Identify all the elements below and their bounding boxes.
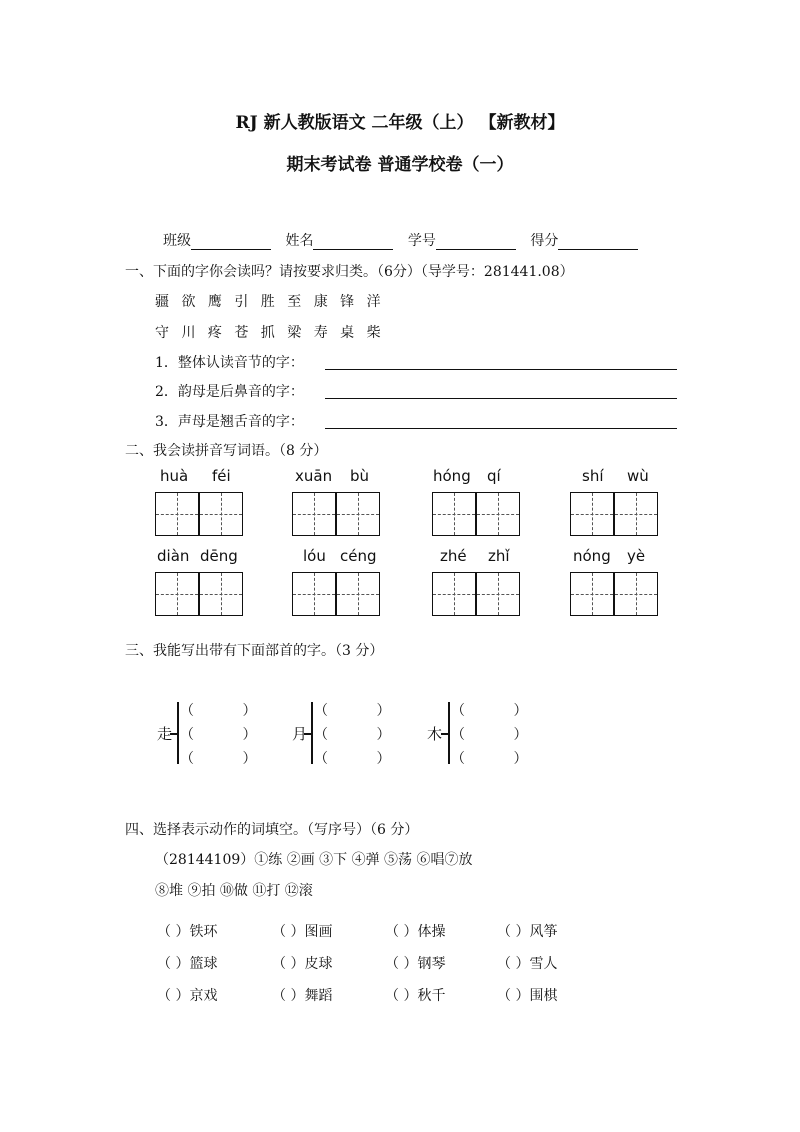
q1-item-1: 1．整体认读音节的字： — [155, 355, 304, 371]
class-label: 班级 — [163, 233, 191, 249]
q1-item-2: 2．韵母是后鼻音的字： — [155, 384, 304, 400]
score-field[interactable] — [558, 233, 638, 250]
page-subtitle: 期末考试卷 普通学校卷（一） — [286, 155, 514, 175]
number-label: 学号 — [407, 233, 436, 249]
q1-chars-row2: 守 川 疼 苍 抓 梁 寿 桌 柴 — [155, 325, 381, 341]
blank[interactable]: （ ） — [272, 988, 305, 1004]
q4-options-line2: ⑧堆 ⑨拍 ⑩做 ⑪打 ⑫滚 — [155, 883, 313, 899]
q1-answer-line-1[interactable] — [325, 369, 677, 370]
pinyin: céng — [340, 547, 377, 565]
blank[interactable]: （ ） — [272, 956, 305, 972]
q4-options-line1: （28144109）①练 ②画 ③下 ④弹 ⑤荡 ⑥唱⑦放 — [155, 852, 473, 868]
blank[interactable]: （ ） — [157, 988, 190, 1004]
fill-item: （ ）钢琴 — [385, 956, 446, 972]
tian-grid-box[interactable] — [155, 492, 199, 536]
fill-item: （ ）皮球 — [272, 956, 333, 972]
blank[interactable]: （ ） — [272, 924, 305, 940]
pinyin: zhé — [440, 547, 467, 565]
pinyin: zhǐ — [488, 547, 510, 565]
score-label: 得分 — [530, 233, 559, 249]
pinyin: qí — [487, 467, 501, 485]
fill-item: （ ）雪人 — [497, 956, 558, 972]
number-field[interactable] — [436, 233, 516, 250]
fill-item: （ ）图画 — [272, 924, 333, 940]
radical-label: 木 — [427, 725, 443, 743]
fill-item: （ ）风筝 — [497, 924, 558, 940]
fill-item: （ ）体操 — [385, 924, 446, 940]
fill-item: （ ）舞蹈 — [272, 988, 333, 1004]
answer-paren[interactable]: （ ） — [314, 727, 413, 743]
answer-paren[interactable]: （ ） — [180, 751, 279, 767]
answer-paren[interactable]: （ ） — [451, 751, 550, 767]
radical-label: 走 — [157, 725, 173, 743]
tian-grid-box[interactable] — [292, 572, 336, 616]
blank[interactable]: （ ） — [497, 956, 530, 972]
fill-item: （ ）篮球 — [157, 956, 218, 972]
radical-label: 月 — [292, 725, 308, 743]
answer-paren[interactable]: （ ） — [180, 703, 279, 719]
fill-item: （ ）围棋 — [497, 988, 558, 1004]
pinyin: lóu — [303, 547, 326, 565]
tian-grid-box[interactable] — [336, 492, 380, 536]
pinyin: diàn — [157, 547, 190, 565]
blank[interactable]: （ ） — [497, 988, 530, 1004]
page-title: RJ 新人教版语文 二年级（上） 【新教材】 — [235, 113, 565, 133]
pinyin: féi — [212, 467, 231, 485]
tian-grid-box[interactable] — [292, 492, 336, 536]
tian-grid-box[interactable] — [570, 492, 614, 536]
q1-answer-line-2[interactable] — [325, 398, 677, 399]
pinyin: nóng — [573, 547, 611, 565]
tian-grid-box[interactable] — [432, 492, 476, 536]
name-field[interactable] — [313, 233, 393, 250]
pinyin: wù — [627, 467, 649, 485]
class-field[interactable] — [191, 233, 271, 250]
q3-heading: 三、我能写出带有下面部首的字。（3 分） — [125, 643, 384, 659]
tian-grid-box[interactable] — [476, 492, 520, 536]
q2-heading: 二、我会读拼音写词语。（8 分） — [125, 443, 328, 459]
tian-grid-box[interactable] — [432, 572, 476, 616]
answer-paren[interactable]: （ ） — [451, 727, 550, 743]
pinyin: bù — [350, 467, 370, 485]
fill-item: （ ）京戏 — [157, 988, 218, 1004]
fill-item: （ ）铁环 — [157, 924, 218, 940]
student-info-row — [163, 230, 638, 250]
tian-grid-box[interactable] — [199, 572, 243, 616]
tian-grid-box[interactable] — [155, 572, 199, 616]
tian-grid-box[interactable] — [614, 572, 658, 616]
tian-grid-box[interactable] — [614, 492, 658, 536]
tian-grid-box[interactable] — [570, 572, 614, 616]
q1-chars-row1: 疆 欲 鹰 引 胜 至 康 锋 洋 — [155, 294, 381, 310]
pinyin: hóng — [433, 467, 471, 485]
pinyin: xuān — [295, 467, 333, 485]
tian-grid-box[interactable] — [199, 492, 243, 536]
blank[interactable]: （ ） — [385, 924, 418, 940]
blank[interactable]: （ ） — [497, 924, 530, 940]
q1-answer-line-3[interactable] — [325, 428, 677, 429]
fill-item: （ ）秋千 — [385, 988, 446, 1004]
pinyin: dēng — [200, 547, 238, 565]
tian-grid-box[interactable] — [476, 572, 520, 616]
blank[interactable]: （ ） — [385, 956, 418, 972]
blank[interactable]: （ ） — [157, 956, 190, 972]
name-label: 姓名 — [285, 233, 314, 249]
pinyin: shí — [582, 467, 604, 485]
blank[interactable]: （ ） — [157, 924, 190, 940]
q4-heading: 四、选择表示动作的词填空。（写序号）（6 分） — [125, 822, 419, 838]
q1-item-3: 3．声母是翘舌音的字： — [155, 414, 304, 430]
tian-grid-box[interactable] — [336, 572, 380, 616]
answer-paren[interactable]: （ ） — [451, 703, 550, 719]
answer-paren[interactable]: （ ） — [314, 703, 413, 719]
answer-paren[interactable]: （ ） — [314, 751, 413, 767]
q1-heading: 一、下面的字你会读吗？请按要求归类。（6分）（导学号：281441.08） — [125, 264, 574, 280]
pinyin: huà — [160, 467, 189, 485]
blank[interactable]: （ ） — [385, 988, 418, 1004]
pinyin: yè — [627, 547, 646, 565]
answer-paren[interactable]: （ ） — [180, 727, 279, 743]
